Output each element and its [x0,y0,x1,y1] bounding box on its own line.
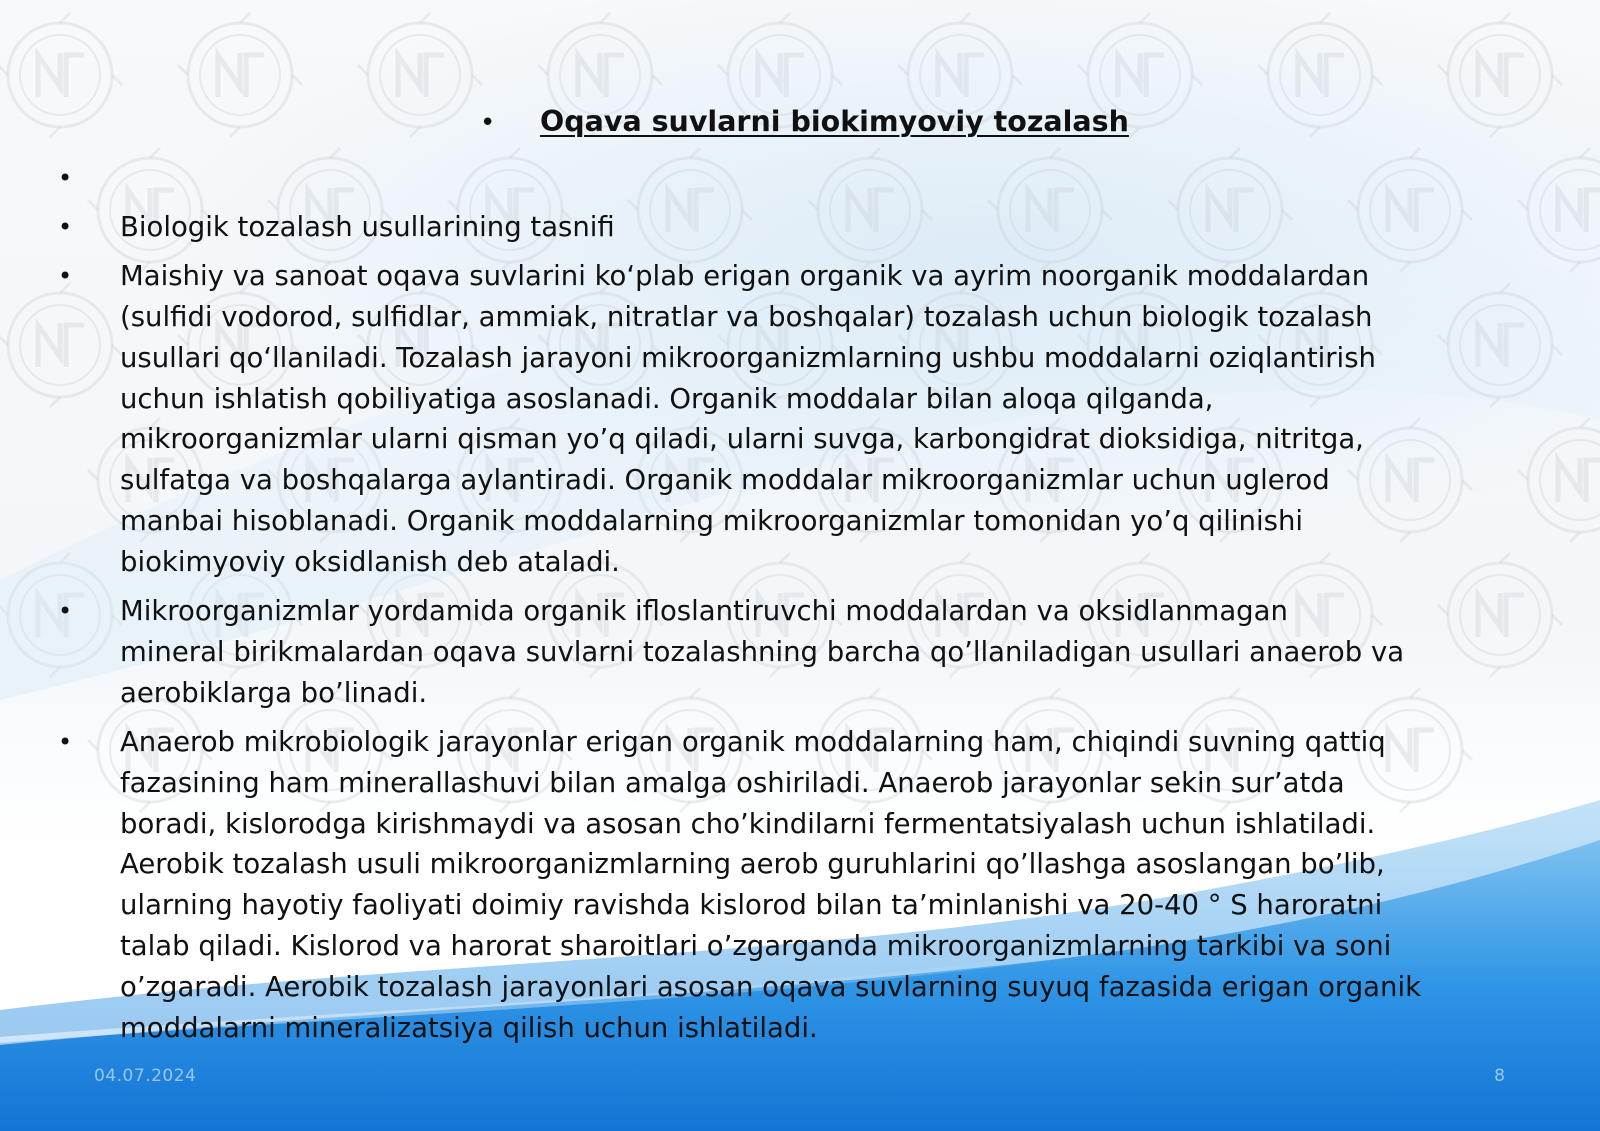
bullet-marker: • [58,212,73,241]
bullet-list [0,150,1600,1049]
bullet-item-empty [0,158,1600,199]
bullet-item-paragraph-2 [0,591,1600,714]
bullet-text: Maishiy va sanoat oqava suvlarini ko‘plab erigan organik va ayrim noorganik moddalardan (sulfidi vodorod, sulfidlar, ammiak, nitratlar va boshqalar) tozalash uchun biologik tozalash usullari qo‘llaniladi. Tozalash jarayoni mikroorganizmlarning ushbu moddalarni oziqlantirish uchun ishlatish qobiliyatiga asoslanadi. Organik moddalar bilan aloqa qilganda, mikroorganizmlar ularni qisman yo’q qiladi, ularni suvga, karbongidrat dioksidiga, nitritga, sulfatga va boshqalarga aylantiradi. Organik moddalar mikroorganizmlar uchun uglerod manbai hisoblanadi. Organik moddalarning mikroorganizmlar tomonidan yo’q qilinishi biokimyoviy oksidlanish deb ataladi. [120,259,1376,579]
bullet-text [120,158,1550,199]
bullet-marker: • [58,164,73,192]
bullet-text: Mikroorganizmlar yordamida organik ifloslantiruvchi moddalardan va oksidlanmagan mineral birikmalardan oqava suvlarni tozalashning barcha qo’llaniladigan usullari anaerob va aerobiklarga bo’linadi. [120,595,1405,709]
slide-title-row [480,102,1129,146]
bullet-item-paragraph-3 [0,722,1600,1049]
bullet-item-paragraph-1 [0,256,1600,583]
bullet-marker: • [58,727,73,756]
bullet-item-subtitle [0,207,1600,248]
title-bullet: • [480,108,496,138]
bullet-marker: • [58,261,73,290]
footer-page-number: 8 [1494,1066,1505,1086]
slide-title: Oqava suvlarni biokimyoviy tozalash [540,105,1129,138]
bullet-text: Biologik tozalash usullarining tasnifi [120,210,615,243]
bullet-text: Anaerob mikrobiologik jarayonlar erigan organik moddalarning ham, chiqindi suvning qattiq fazasining ham minerallashuvi bilan amalga oshiriladi. Anaerob jarayonlar sekin sur’atda boradi, kislorodga kirishmaydi va asosan cho’kindilarni fermentatsiyalash uchun ishlatiladi. Aerobik tozalash usuli mikroorganizmlarning aerob guruhlarini qo’llashga asoslangan bo’lib, ularning hayotiy faoliyati doimiy ravishda kislorod bilan ta’minlanishi va 20-40 ° S haroratni talab qiladi. Kislorod va harorat sharoitlari o’zgarganda mikroorganizmlarning tarkibi va soni o’zgaradi. Aerobik tozalash jarayonlari asosan oqava suvlarning suyuq fazasida erigan organik moddalarni mineralizatsiya qilish uchun ishlatiladi. [120,725,1422,1045]
footer-date: 04.07.2024 [94,1066,197,1086]
bullet-marker: • [58,597,73,626]
